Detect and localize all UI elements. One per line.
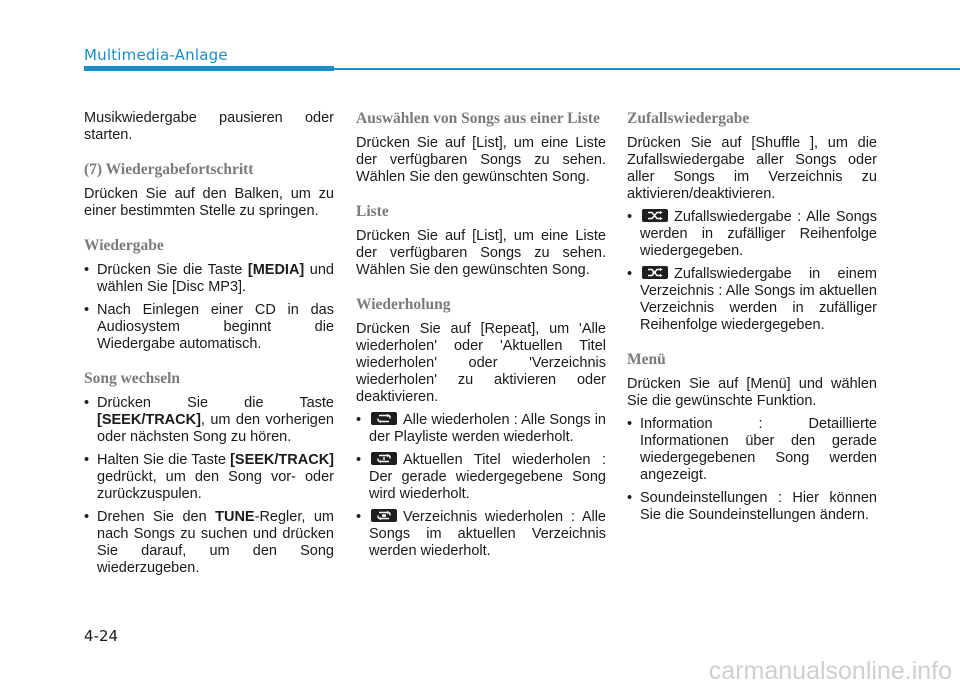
progress-text: Drücken Sie auf den Balken, um zu einer bestimmten Stelle zu springen.: [84, 186, 334, 219]
heading-progress: (7) Wiedergabefortschritt: [84, 161, 254, 178]
item-text: und wählen Sie [Disc MP3].: [97, 262, 334, 295]
key-label: [SEEK/TRACK]: [230, 452, 334, 468]
header-rule: [334, 68, 960, 70]
intro-text: Musikwiedergabe pausieren oder starten.: [84, 110, 334, 143]
page-number: 4-24: [84, 627, 119, 645]
list-item: [627, 209, 877, 260]
repeat-folder-icon: [371, 509, 397, 522]
list-item: [84, 452, 334, 503]
menu-text: Drücken Sie auf [Menü] und wählen Sie die gewünschte Funktion.: [627, 376, 877, 409]
heading-menu: Menü: [627, 351, 666, 368]
list-item: [627, 266, 877, 334]
item-text: Zufallswiedergabe in einem Verzeichnis : Alle Songs im aktuellen Verzeichnis werden in zufälliger Reihenfolge wiedergegeben.: [640, 266, 877, 333]
list-item: [356, 452, 606, 503]
item-text: Verzeichnis wiederholen : Alle Songs im aktuellen Verzeichnis werden wiederholt.: [369, 509, 606, 559]
select-text: Drücken Sie auf [List], um eine Liste der verfügbaren Songs zu sehen. Wählen Sie den gewünschten Song.: [356, 135, 606, 185]
list-item: [84, 262, 334, 296]
list-text: Drücken Sie auf [List], um eine Liste der verfügbaren Songs zu sehen. Wählen Sie den gewünschten Song.: [356, 228, 606, 278]
section-title: Multimedia-Anlage: [84, 46, 228, 64]
list-item: [356, 509, 606, 560]
column-left: [84, 110, 334, 583]
repeat-text: Drücken Sie auf [Repeat], um 'Alle wiederholen' oder 'Aktuellen Titel wiederholen' oder 'Verzeichnis wiederholen' zu aktivieren oder deaktivieren.: [356, 321, 606, 405]
item-text: Drücken Sie die Taste: [97, 395, 334, 411]
key-label: TUNE: [215, 509, 255, 525]
heading-select-songs: Auswählen von Songs aus einer Liste: [356, 110, 600, 127]
column-middle: [356, 110, 606, 566]
repeat-one-icon: [371, 452, 397, 465]
shuffle-icon: [642, 209, 668, 222]
heading-list: Liste: [356, 203, 389, 220]
item-text: Halten Sie die Taste: [97, 452, 231, 468]
item-text: Drehen Sie den: [97, 509, 216, 525]
item-text: gedrückt, um den Song vor- oder zurückzuspulen.: [97, 469, 334, 502]
song-change-list: [84, 395, 334, 577]
list-item: • Soundeinstellungen : Hier können Sie die Soundeinstellungen ändern.: [627, 490, 877, 524]
repeat-list: [356, 412, 606, 560]
menu-list: [627, 416, 877, 524]
repeat-all-icon: [371, 412, 397, 425]
heading-repeat: Wiederholung: [356, 296, 451, 313]
key-label: [SEEK/TRACK]: [97, 412, 201, 428]
key-label: [MEDIA]: [247, 262, 305, 278]
shuffle-text: Drücken Sie auf [Shuffle ], um die Zufallswiedergabe aller Songs oder aller Songs im Verzeichnis zu aktivieren/deaktivieren.: [627, 135, 877, 202]
item-text: , um den vorherigen oder nächsten Song zu hören.: [97, 412, 334, 445]
item-text: Aktuellen Titel wiederholen : Der gerade wiedergegebene Song wird wiederholt.: [369, 452, 606, 502]
list-item: [356, 412, 606, 446]
list-item: [84, 509, 334, 577]
watermark: carmanualsonline.info: [708, 657, 952, 685]
item-text: Zufallswiedergabe : Alle Songs werden in zufälliger Reihenfolge wiedergegeben.: [640, 209, 877, 259]
heading-shuffle: Zufallswiedergabe: [627, 110, 750, 127]
list-item: • Information : Detaillierte Informationen über den gerade wiedergegebenen Song werden angezeigt.: [627, 416, 877, 484]
item-text: Drücken Sie die Taste: [97, 262, 248, 278]
list-item: • Nach Einlegen einer CD in das Audiosystem beginnt die Wiedergabe automatisch.: [84, 302, 334, 353]
column-right: [627, 110, 877, 530]
header-accent-bar: [84, 66, 334, 71]
heading-song-change: Song wechseln: [84, 370, 181, 387]
item-text: -Regler, um nach Songs zu suchen und drücken Sie darauf, um den Song wiederzugeben.: [97, 509, 334, 576]
playback-list: [84, 262, 334, 353]
shuffle-list: [627, 209, 877, 334]
heading-playback: Wiedergabe: [84, 237, 164, 254]
list-item: [84, 395, 334, 446]
item-text: Alle wiederholen : Alle Songs in der Playliste werden wiederholt.: [369, 412, 606, 445]
shuffle-folder-icon: [642, 266, 668, 279]
